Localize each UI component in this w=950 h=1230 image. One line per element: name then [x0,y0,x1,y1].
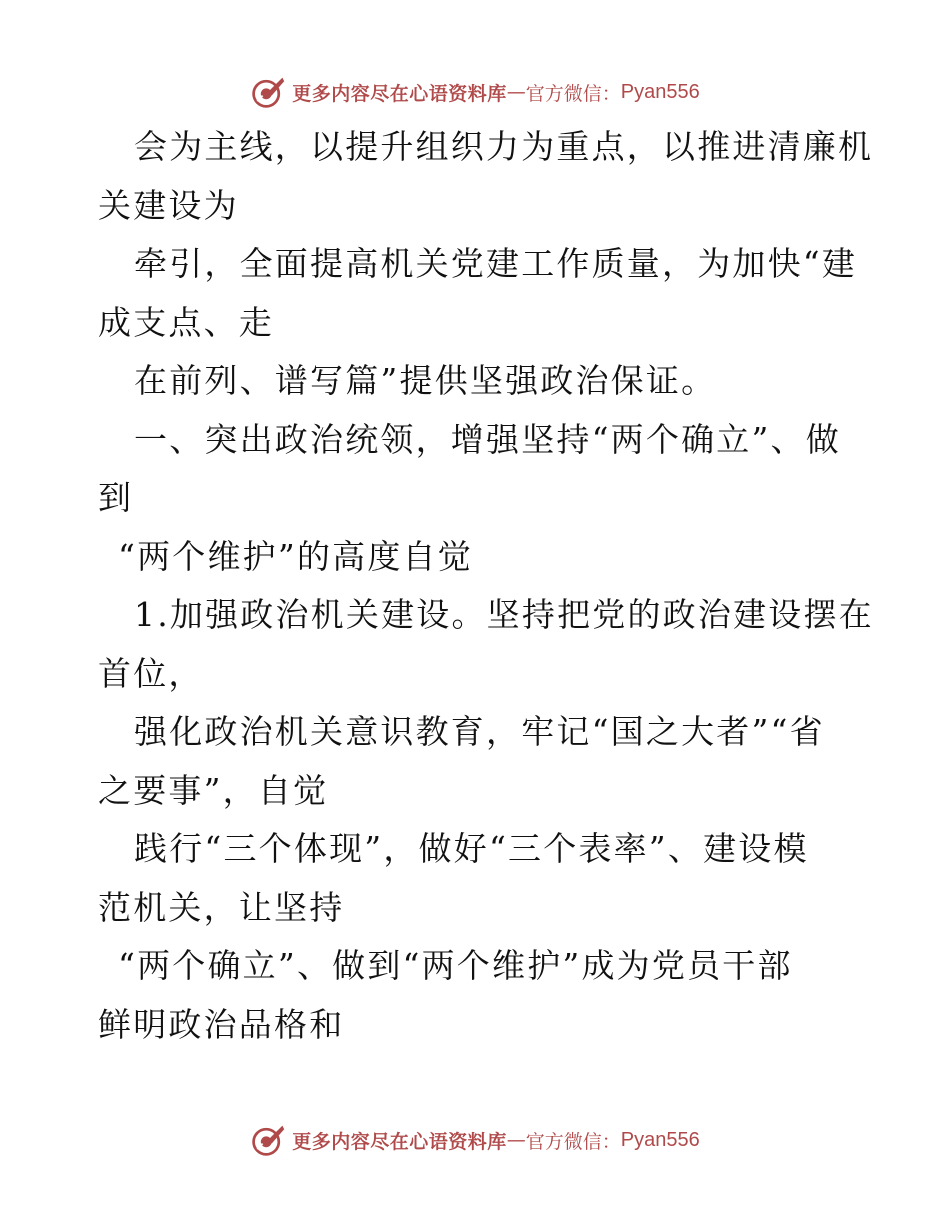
banner-dash: — [506,81,526,103]
banner-dash: — [506,1129,526,1151]
pen-nib-logo-icon [250,74,286,110]
section-heading-line: “两个维护”的高度自觉 [118,536,473,576]
text-line: 牵引，全面提高机关党建工作质量，为加快“建 [134,244,858,283]
section-heading-line: 一、突出政治统领，增强坚持“两个确立”、做 [134,419,841,459]
text-line: 关建设为 [98,185,239,225]
pen-nib-logo-icon [250,1122,286,1158]
text-line: 在前列、谱写篇”提供坚强政治保证。 [134,361,717,400]
banner-brand-text: 更多内容尽在心语资料库 [292,1130,507,1153]
banner-brand-text: 更多内容尽在心语资料库 [292,82,507,105]
banner-wechat-id: Pyan556 [620,80,700,103]
document-body [98,118,874,1054]
text-line: 会为主线，以提升组织力为重点，以推进清廉机 [134,127,874,166]
banner-wechat-id: Pyan556 [620,1128,700,1151]
text-line: “两个确立”、做到“两个维护”成为党员干部 [118,946,793,985]
text-line: 首位， [98,653,204,693]
text-line: 成支点、走 [98,302,274,342]
text-line: 范机关，让坚持 [98,887,345,927]
text-line: 之要事”，自觉 [98,770,329,810]
banner-wechat-label: 官方微信： [525,1130,621,1153]
text-line: 1.加强政治机关建设。坚持把党的政治建设摆在 [134,595,874,634]
section-heading-line: 到 [98,478,134,517]
text-line: 强化政治机关意识教育，牢记“国之大者”“省 [134,712,825,751]
header-banner [0,72,950,112]
banner-wechat-label: 官方微信： [525,82,621,105]
text-line: 践行“三个体现”，做好“三个表率”、建设模 [134,829,809,868]
text-line: 鲜明政治品格和 [98,1004,345,1044]
footer-banner [0,1120,950,1160]
